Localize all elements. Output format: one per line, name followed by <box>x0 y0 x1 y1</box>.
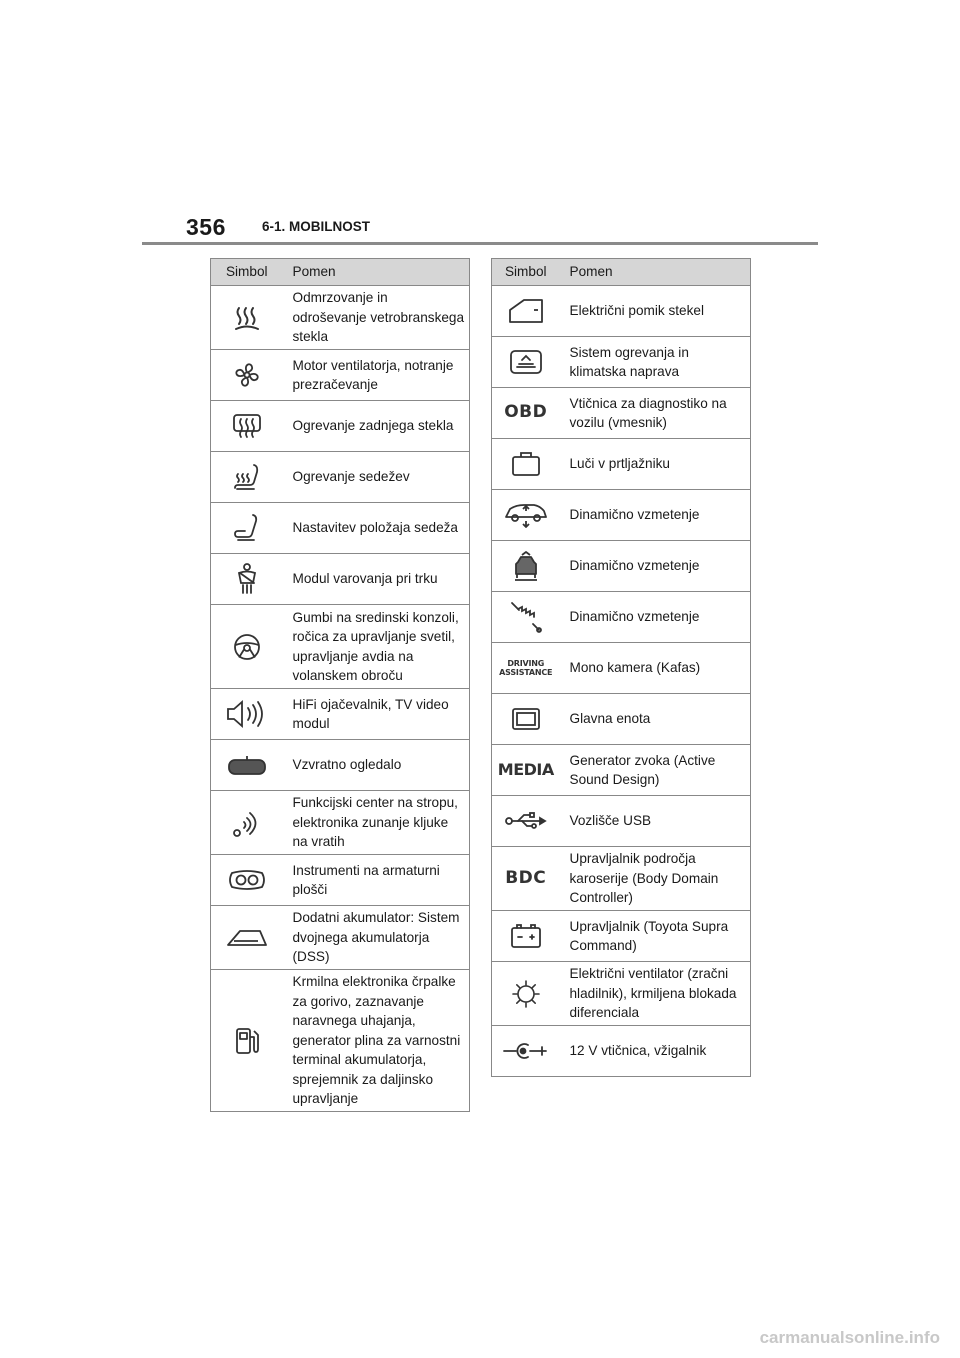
row-meaning: Nastavitev položaja sedeža <box>283 503 470 554</box>
row-meaning: Dinamično vzmetenje <box>560 490 751 541</box>
row-meaning: Upravljalnik področja karoserije (Body Domain Controller) <box>560 847 751 911</box>
table-row <box>492 388 751 439</box>
fan-icon <box>211 350 283 401</box>
row-meaning: Sistem ogrevanja in klimatska naprava <box>560 337 751 388</box>
row-meaning: HiFi ojačevalnik, TV video modul <box>283 689 470 740</box>
media-label: MEDIA <box>497 759 554 779</box>
table-row <box>211 740 470 791</box>
table-row <box>211 401 470 452</box>
row-meaning: Mono kamera (Kafas) <box>560 643 751 694</box>
bdc-label: BDC <box>505 867 547 888</box>
obd-label: OBD <box>504 402 548 423</box>
table-row <box>211 452 470 503</box>
row-meaning: Dinamično vzmetenje <box>560 541 751 592</box>
table-row <box>492 962 751 1026</box>
table-row <box>492 592 751 643</box>
table-row <box>211 855 470 906</box>
table-row <box>492 541 751 592</box>
speaker-icon <box>211 689 283 740</box>
table-row <box>211 554 470 605</box>
row-meaning: Motor ventilatorja, notranje prezračevanje <box>283 350 470 401</box>
rear-defrost-icon <box>211 401 283 452</box>
table-row <box>211 791 470 855</box>
fuel-pump-icon <box>211 970 283 1112</box>
socket-icon <box>492 1026 560 1077</box>
row-meaning: Glavna enota <box>560 694 751 745</box>
steering-wheel-icon <box>211 605 283 689</box>
table-row <box>492 286 751 337</box>
table-row <box>211 503 470 554</box>
bdc-icon <box>492 847 560 911</box>
row-meaning: Generator zvoka (Active Sound Design) <box>560 745 751 796</box>
row-meaning: Vzvratno ogledalo <box>283 740 470 791</box>
row-meaning: Dodatni akumulator: Sistem dvojnega akumulatorja (DSS) <box>283 906 470 970</box>
page-number: 356 <box>186 214 226 240</box>
table-row <box>492 643 751 694</box>
trunk-icon <box>492 439 560 490</box>
driving-assistance-label <box>492 659 560 677</box>
symbol-header: Simbol <box>492 259 560 286</box>
watermark: carmanualsonline.info <box>759 1328 940 1347</box>
wireless-key-icon <box>211 791 283 855</box>
row-meaning: Luči v prtljažniku <box>560 439 751 490</box>
row-meaning: Vtičnica za diagnostiko na vozilu (vmesnik) <box>560 388 751 439</box>
row-meaning: Modul varovanja pri trku <box>283 554 470 605</box>
table-header-row <box>492 259 751 286</box>
seat-heating-icon <box>211 452 283 503</box>
table-row <box>211 970 470 1112</box>
table-row <box>492 439 751 490</box>
table-header-row <box>211 259 470 286</box>
car-front-icon <box>492 541 560 592</box>
seat-icon <box>211 503 283 554</box>
windshield-defrost-icon <box>211 286 283 350</box>
shock-absorber-icon <box>492 592 560 643</box>
row-meaning: Ogrevanje sedežev <box>283 452 470 503</box>
row-meaning: Odmrzovanje in odroševanje vetrobranskega stekla <box>283 286 470 350</box>
table-row <box>492 847 751 911</box>
table-row <box>492 490 751 541</box>
table-row <box>492 694 751 745</box>
rear-mirror-icon <box>211 740 283 791</box>
table-row <box>211 906 470 970</box>
meaning-header: Pomen <box>560 259 751 286</box>
row-meaning: Ogrevanje zadnjega stekla <box>283 401 470 452</box>
left-symbol-table <box>210 258 470 1112</box>
table-row <box>211 605 470 689</box>
table-row <box>211 689 470 740</box>
climate-icon <box>492 337 560 388</box>
right-symbol-table <box>491 258 751 1077</box>
driving-label-line1: DRIVING <box>507 659 545 668</box>
row-meaning: 12 V vtičnica, vžigalnik <box>560 1026 751 1077</box>
table-row <box>492 1026 751 1077</box>
head-unit-icon <box>492 694 560 745</box>
driving-label-line2: ASSISTANCE <box>499 668 553 677</box>
row-meaning: Električni pomik stekel <box>560 286 751 337</box>
row-meaning: Vozlišče USB <box>560 796 751 847</box>
table-row <box>492 911 751 962</box>
meaning-header: Pomen <box>283 259 470 286</box>
row-meaning: Gumbi na sredinski konzoli, ročica za upravljanje svetil, upravljanje avdia na volanskem obroču <box>283 605 470 689</box>
table-row <box>492 796 751 847</box>
table-row <box>492 337 751 388</box>
airbag-icon <box>211 554 283 605</box>
gear-icon <box>492 962 560 1026</box>
row-meaning: Upravljalnik (Toyota Supra Command) <box>560 911 751 962</box>
row-meaning: Instrumenti na armaturni plošči <box>283 855 470 906</box>
car-suspension-icon <box>492 490 560 541</box>
instrument-cluster-icon <box>211 855 283 906</box>
header-rule <box>142 242 818 245</box>
usb-icon <box>492 796 560 847</box>
symbol-header: Simbol <box>211 259 283 286</box>
section-title: 6-1. MOBILNOST <box>262 219 371 234</box>
table-row <box>492 745 751 796</box>
row-meaning: Funkcijski center na stropu, elektronika zunanje kljuke na vratih <box>283 791 470 855</box>
table-row <box>211 350 470 401</box>
table-row <box>211 286 470 350</box>
obd-icon <box>492 388 560 439</box>
row-meaning: Električni ventilator (zračni hladilnik), krmiljena blokada diferenciala <box>560 962 751 1026</box>
dual-battery-icon <box>211 906 283 970</box>
window-icon <box>492 286 560 337</box>
row-meaning: Krmilna elektronika črpalke za gorivo, zaznavanje naravnega uhajanja, generator plina za varnostni terminal akumulatorja, sprejemnik za daljinsko upravljanje <box>283 970 470 1112</box>
driving-assistance-icon <box>492 643 560 694</box>
media-icon <box>492 745 560 796</box>
battery-icon <box>492 911 560 962</box>
row-meaning: Dinamično vzmetenje <box>560 592 751 643</box>
